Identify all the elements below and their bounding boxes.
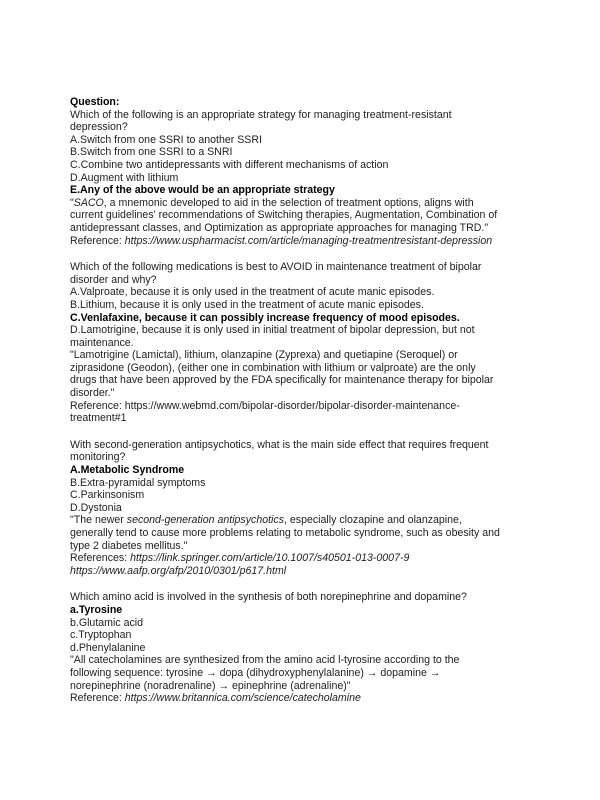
q4-reference-url[interactable]: https://www.britannica.com/science/catecholamine — [124, 692, 361, 705]
q2-explanation-line: "Lamotrigine (Lamictal), lithium, olanzapine (Zyprexa) and quetiapine (Seroquel) or — [70, 349, 458, 362]
q1-option-d: D.Augment with lithium — [70, 171, 179, 184]
q3-reference-url[interactable]: https://link.springer.com/article/10.1007/s40501-013-0007-9 — [130, 552, 410, 565]
q2-option-d: maintenance. — [70, 336, 134, 349]
question-header: Question: — [70, 96, 120, 108]
q3-reference — [70, 552, 550, 565]
q3-block — [70, 439, 550, 578]
q3-references-label: References: — [70, 552, 131, 565]
q1-stem-line: Which of the following is an appropriate strategy for managing treatment-resistant — [70, 108, 452, 121]
q1-explanation-line: antidepressant classes, and Optimization as appropriate approaches for managing TRD." — [70, 221, 489, 234]
q4-explanation-line: "All catecholamines are synthesized from the amino acid l-tyrosine according to the — [70, 654, 460, 667]
q1-reference-url[interactable]: https://www.uspharmacist.com/article/managing-treatmentresistant-depression — [124, 234, 493, 247]
q4-stem-line: Which amino acid is involved in the synthesis of both norepinephrine and dopamine? — [70, 591, 467, 604]
q2-option-d: D.Lamotrigine, because it is only used in initial treatment of bipolar depression, but not — [70, 324, 475, 337]
q1-option-a: A.Switch from one SSRI to another SSRI — [70, 133, 262, 146]
q1-option-c: C.Combine two antidepressants with different mechanisms of action — [70, 158, 389, 171]
q1-block — [70, 109, 550, 248]
q3-stem-line: With second-generation antipsychotics, what is the main side effect that requires frequent — [70, 438, 489, 451]
q4-answer: a.Tyrosine — [70, 603, 123, 616]
q1-explanation-line: current guidelines' recommendations of Switching therapies, Augmentation, Combination of — [70, 209, 498, 222]
q1-acronym: SACO — [73, 196, 104, 209]
q2-option-a: A.Valproate, because it is only used in the treatment of acute manic episodes. — [70, 286, 435, 299]
q3-explanation-line: generally tend to cause more problems relating to metabolic syndrome, such as obesity and — [70, 527, 500, 539]
q1-stem-line: depression? — [70, 121, 128, 134]
q3-option-d: D.Dystonia — [70, 501, 122, 514]
q2-reference[interactable]: Reference: https://www.webmd.com/bipolar-disorder/bipolar-disorder-maintenance- — [70, 399, 460, 412]
q4-reference-label: Reference: — [70, 692, 125, 705]
q3-stem-line: monitoring? — [70, 451, 126, 464]
q4-explanation-line: norepinephrine (noradrenaline) → epinephrine (adrenaline)" — [70, 679, 351, 692]
q3-answer: A.Metabolic Syndrome — [70, 464, 185, 477]
q2-explanation-line: ziprasidone (Geodon), (either one in combination with lithium or valproate) are the only — [70, 361, 476, 374]
q2-explanation-line: drugs that have been approved by the FDA specifically for maintenance therapy for bipolar — [70, 374, 494, 387]
q1-explanation-line — [70, 197, 550, 210]
q2-answer: C.Venlafaxine, because it can possibly increase frequency of mood episodes. — [70, 311, 460, 324]
q1-quote-open: " — [70, 196, 74, 209]
q3-quote-end: , especially clozapine and olanzapine, — [284, 514, 462, 527]
q4-option-d: d.Phenylalanine — [70, 641, 146, 654]
q2-explanation-line: disorder." — [70, 387, 115, 400]
q1-answer: E.Any of the above would be an appropriate strategy — [70, 184, 335, 197]
q2-stem-line: Which of the following medications is best to AVOID in maintenance treatment of bipolar — [70, 261, 482, 274]
q3-option-b: B.Extra-pyramidal symptoms — [70, 476, 206, 489]
q3-option-c: C.Parkinsonism — [70, 489, 145, 502]
q4-option-b: b.Glutamic acid — [70, 616, 144, 629]
q4-explanation-line: following sequence: tyrosine → dopa (dihydroxyphenylalanine) → dopamine → — [70, 666, 441, 679]
q2-reference[interactable]: treatment#1 — [70, 412, 127, 425]
q2-block — [70, 261, 550, 425]
q4-option-c: c.Tryptophan — [70, 629, 132, 642]
q2-stem-line: disorder and why? — [70, 273, 157, 286]
q1-reference — [70, 235, 550, 248]
q2-option-b: B.Lithium, because it is only used in the treatment of acute manic episodes. — [70, 298, 424, 311]
q4-block — [70, 591, 550, 704]
q4-reference — [70, 692, 550, 705]
q1-explanation-text: , a mnemonic developed to aid in the selection of treatment options, aligns with — [103, 196, 474, 209]
q3-reference-url[interactable]: https://www.aafp.org/afp/2010/0301/p617.html — [70, 564, 287, 577]
q3-quote-start: "The newer — [70, 514, 127, 527]
q3-explanation-line: type 2 diabetes mellitus." — [70, 539, 188, 552]
q1-reference-label: Reference: — [70, 234, 125, 247]
document-page — [70, 96, 550, 705]
q3-quote-italic: second-generation antipsychotics — [126, 514, 285, 527]
q1-option-b: B.Switch from one SSRI to a SNRI — [70, 146, 233, 159]
q3-explanation-line — [70, 514, 550, 527]
